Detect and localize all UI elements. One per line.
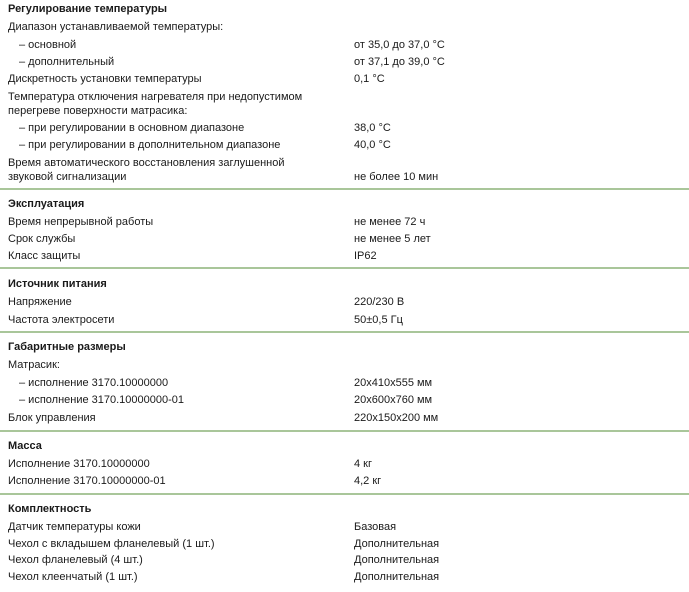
spec-label: Исполнение 3170.10000000-01 <box>8 475 166 487</box>
spec-value: не более 10 мин <box>354 171 439 183</box>
spec-label: Датчик температуры кожи <box>8 521 141 533</box>
section-title-package: Комплектность <box>8 503 92 515</box>
section-divider <box>0 267 689 269</box>
spec-value: 20x410x555 мм <box>354 377 433 389</box>
spec-label: Напряжение <box>8 296 72 308</box>
spec-label: Чехол клеенчатый (1 шт.) <box>8 571 138 583</box>
spec-label: Время автоматического восстановления заглушенной <box>8 157 285 169</box>
section-title-mass: Масса <box>8 440 42 452</box>
spec-value: IP62 <box>354 250 377 262</box>
section-title-dimensions: Габаритные размеры <box>8 341 126 353</box>
spec-label: звуковой сигнализации <box>8 171 127 183</box>
spec-value: 220/230 В <box>354 296 405 308</box>
spec-label: Частота электросети <box>8 314 115 326</box>
spec-label: Срок службы <box>8 233 76 245</box>
section-divider <box>0 430 689 432</box>
spec-label: – при регулировании в основном диапазоне <box>19 122 245 134</box>
spec-value: 50±0,5 Гц <box>354 314 403 326</box>
spec-label: Температура отключения нагревателя при недопустимом <box>8 91 303 103</box>
spec-label: – исполнение 3170.10000000-01 <box>19 394 185 406</box>
section-title-operation: Эксплуатация <box>8 198 85 210</box>
section-divider <box>0 331 689 333</box>
spec-value: 40,0 °C <box>354 139 391 151</box>
spec-value: не менее 72 ч <box>354 216 426 228</box>
spec-label: Дискретность установки температуры <box>8 73 202 85</box>
spec-label: – при регулировании в дополнительном диапазоне <box>19 139 281 151</box>
section-title-power: Источник питания <box>8 278 107 290</box>
spec-value: от 37,1 до 39,0 °C <box>354 56 445 68</box>
spec-value: 4,2 кг <box>354 475 382 487</box>
spec-value: 20x600x760 мм <box>354 394 433 406</box>
spec-value: Базовая <box>354 521 397 533</box>
spec-value: от 35,0 до 37,0 °C <box>354 39 445 51</box>
spec-label: Матрасик: <box>8 359 60 371</box>
spec-value: 0,1 °C <box>354 73 385 85</box>
spec-label: Блок управления <box>8 412 96 424</box>
spec-value: 220x150x200 мм <box>354 412 439 424</box>
spec-label: Чехол фланелевый (4 шт.) <box>8 554 143 566</box>
section-divider <box>0 493 689 495</box>
spec-value: 38,0 °C <box>354 122 391 134</box>
section-divider <box>0 188 689 190</box>
spec-label: Диапазон устанавливаемой температуры: <box>8 21 224 33</box>
spec-value: Дополнительная <box>354 554 440 566</box>
spec-label: Время непрерывной работы <box>8 216 154 228</box>
spec-label: Исполнение 3170.10000000 <box>8 458 150 470</box>
spec-label: – основной <box>19 39 77 51</box>
section-title-temperature: Регулирование температуры <box>8 3 168 15</box>
spec-value: 4 кг <box>354 458 372 470</box>
spec-label: Класс защиты <box>8 250 81 262</box>
spec-value: Дополнительная <box>354 571 440 583</box>
spec-label: Чехол с вкладышем фланелевый (1 шт.) <box>8 538 215 550</box>
spec-label: – исполнение 3170.10000000 <box>19 377 169 389</box>
spec-value: не менее 5 лет <box>354 233 431 245</box>
spec-label: – дополнительный <box>19 56 115 68</box>
spec-value: Дополнительная <box>354 538 440 550</box>
spec-label: перегреве поверхности матрасика: <box>8 105 188 117</box>
